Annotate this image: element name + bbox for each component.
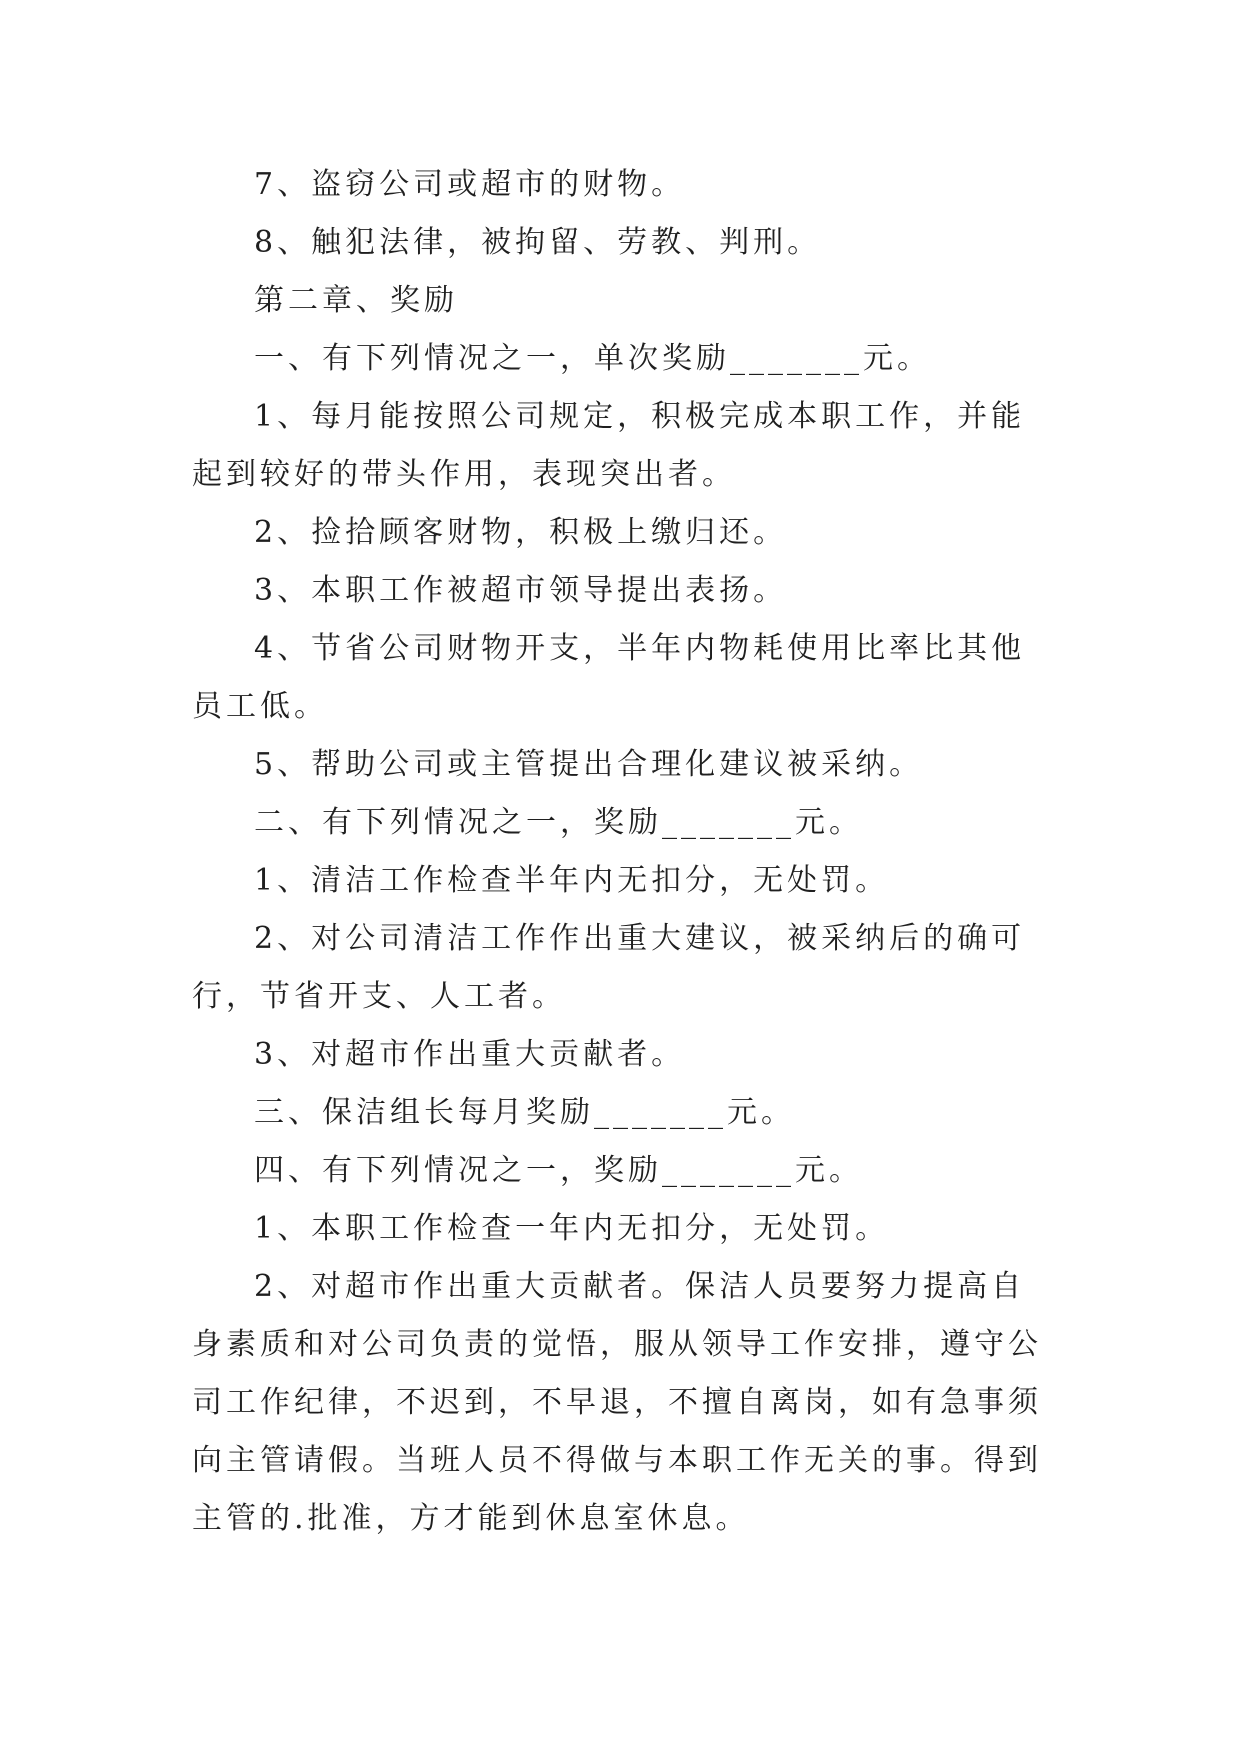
reward-section-2-heading: 二、有下列情况之一，奖励_______元。 [254,805,863,840]
paragraph-item-8-law: 8、触犯法律，被拘留、劳教、判刑。 [254,225,822,260]
reward-4-item-1: 1、本职工作检查一年内无扣分，无处罚。 [254,1211,890,1246]
reward-1-item-4: 4、节省公司财物开支，半年内物耗使用比率比其他员工低。 [192,631,1026,724]
reward-1-item-1: 1、每月能按照公司规定，积极完成本职工作，并能起到较好的带头作用，表现突出者。 [192,399,1026,492]
paragraph-item-7-theft: 7、盗窃公司或超市的财物。 [254,167,686,202]
reward-1-item-5: 5、帮助公司或主管提出合理化建议被采纳。 [254,747,924,782]
chapter-heading: 第二章、奖励 [254,283,458,318]
reward-2-item-2: 2、对公司清洁工作作出重大建议，被采纳后的确可行，节省开支、人工者。 [192,921,1026,1014]
reward-1-item-3: 3、本职工作被超市领导提出表扬。 [254,573,788,608]
reward-2-item-3: 3、对超市作出重大贡献者。 [254,1037,686,1072]
reward-4-item-2: 2、对超市作出重大贡献者。保洁人员要努力提高自身素质和对公司负责的觉悟，服从领导工作安排，遵守公司工作纪律，不迟到，不早退，不擅自离岗，如有急事须向主管请假。当班人员不得做与本职工作无关的事。得到主管的.批准，方才能到休息室休息。 [192,1269,1042,1536]
reward-section-4-heading: 四、有下列情况之一，奖励_______元。 [254,1153,863,1188]
reward-2-item-1: 1、清洁工作检查半年内无扣分，无处罚。 [254,863,890,898]
reward-section-1-heading: 一、有下列情况之一，单次奖励_______元。 [254,341,931,376]
reward-1-item-2: 2、捡拾顾客财物，积极上缴归还。 [254,515,788,550]
document-body [192,156,1052,1548]
reward-section-3-heading: 三、保洁组长每月奖励_______元。 [254,1095,795,1130]
